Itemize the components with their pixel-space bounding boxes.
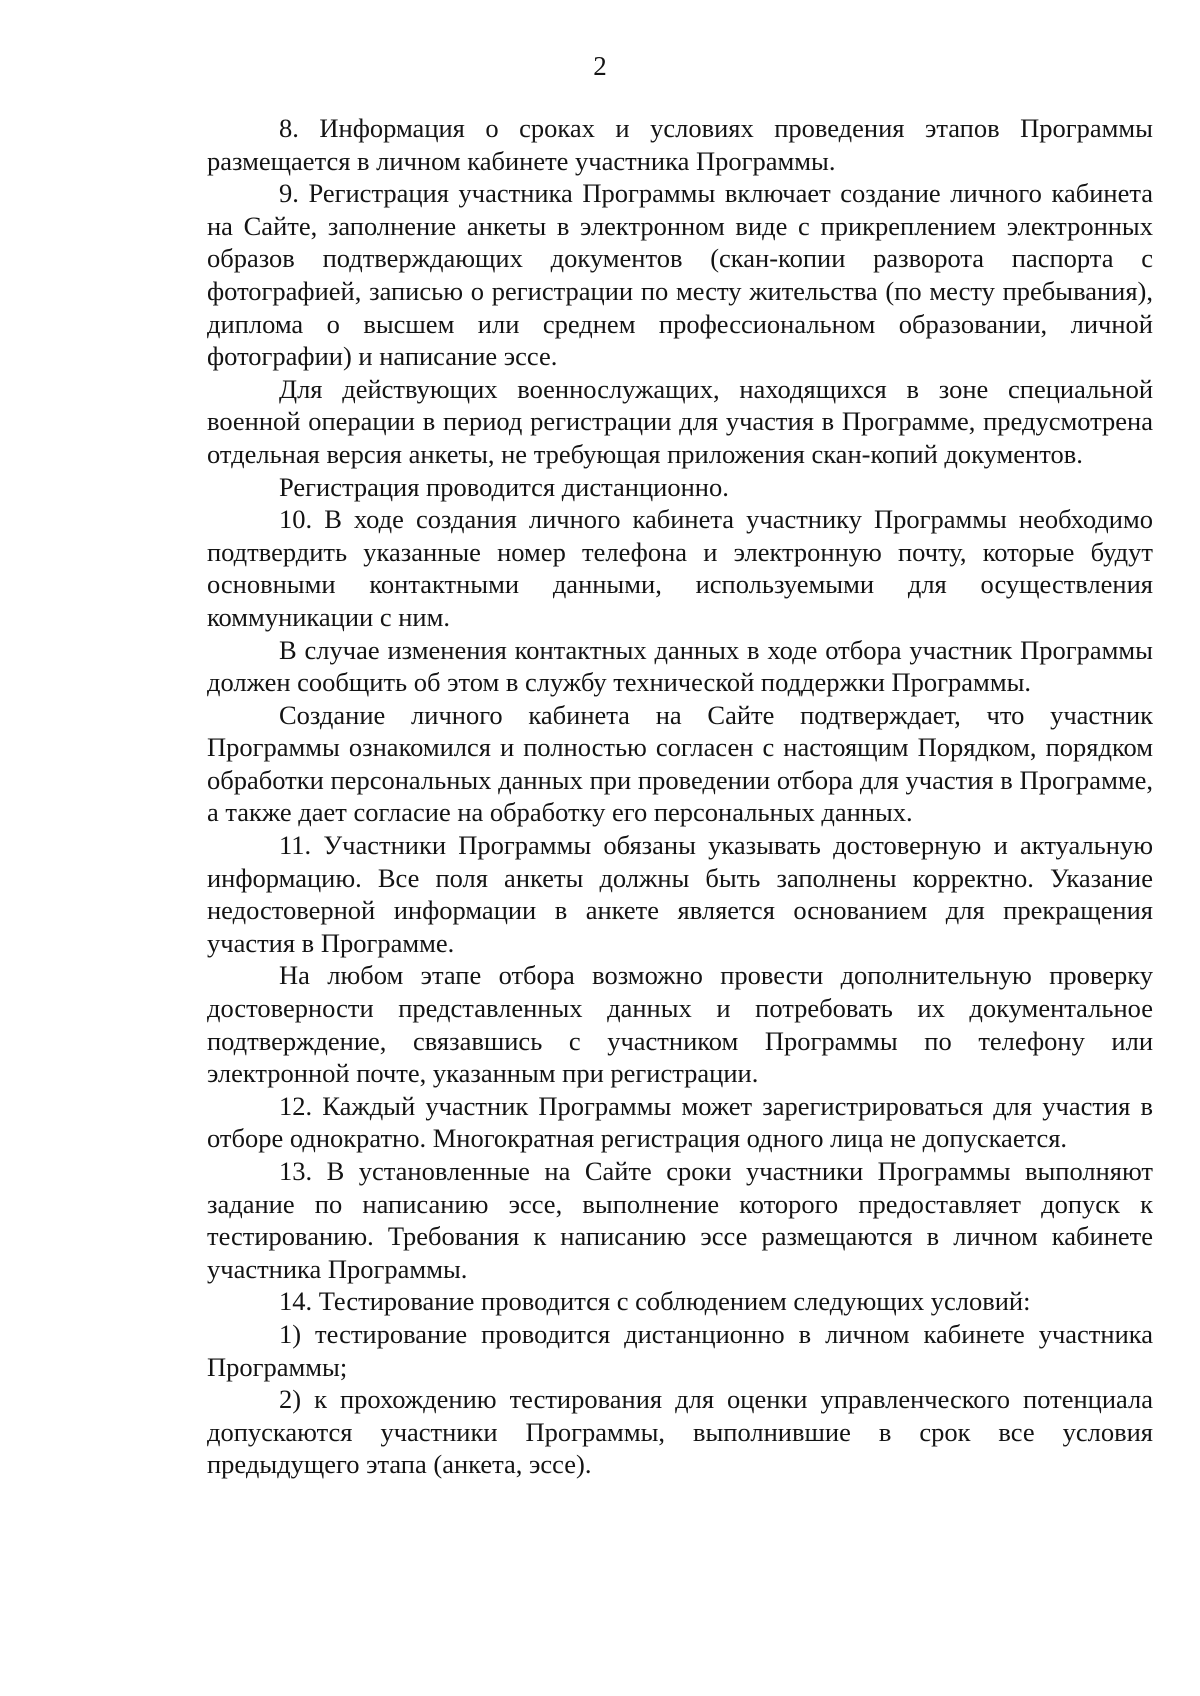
- paragraph-item-13: 13. В установленные на Сайте сроки участники Программы выполняют задание по написанию эссе, выполнение которого предоставляет допуск к тестированию. Требования к написанию эссе размещаются в личном кабинете участника Программы.: [207, 1156, 1153, 1284]
- paragraph-item-14: 14. Тестирование проводится с соблюдением следующих условий:: [279, 1286, 1031, 1317]
- paragraph-item-8: 8. Информация о сроках и условиях проведения этапов Программы размещается в личном кабинете участника Программы.: [207, 113, 1153, 176]
- document-body: [207, 112, 1153, 1481]
- paragraph-account-consent: Создание личного кабинета на Сайте подтверждает, что участник Программы ознакомился и полностью согласен с настоящим Порядком, порядком обработки персональных данных при проведении отбора для участия в Программе, а также дает согласие на обработку его персональных данных.: [207, 699, 1153, 828]
- page-number: 2: [593, 51, 607, 81]
- paragraph-remote-registration: Регистрация проводится дистанционно.: [279, 471, 729, 502]
- paragraph-contact-change: В случае изменения контактных данных в ходе отбора участник Программы должен сообщить об этом в службу технической поддержки Программы.: [207, 634, 1153, 698]
- paragraph-subitem-1: 1) тестирование проводится дистанционно в личном кабинете участника Программы;: [207, 1318, 1153, 1382]
- paragraph-data-verification: На любом этапе отбора возможно провести дополнительную проверку достоверности представленных данных и потребовать их документальное подтверждение, связавшись с участником Программы по телефону или электронной почте, указанным при регистрации.: [207, 960, 1153, 1089]
- paragraph-military-questionnaire: Для действующих военнослужащих, находящихся в зоне специальной военной операции в период регистрации для участия в Программе, предусмотрена отдельная версия анкеты, не требующая приложения скан-копий документов.: [207, 373, 1153, 469]
- paragraph-item-9: 9. Регистрация участника Программы включает создание личного кабинета на Сайте, заполнение анкеты в электронном виде с прикреплением электронных образов подтверждающих документов (скан-копии разворота паспорта с фотографией, записью о регистрации по месту жительства (по месту пребывания), диплома о высшем или среднем профессиональном образовании, личной фотографии) и написание эссе.: [207, 178, 1153, 372]
- paragraph-item-11: 11. Участники Программы обязаны указывать достоверную и актуальную информацию. Все поля анкеты должны быть заполнены корректно. Указание недостоверной информации в анкете является основанием для прекращения участия в Программе.: [207, 830, 1153, 958]
- paragraph-subitem-2: 2) к прохождению тестирования для оценки управленческого потенциала допускаются участники Программы, выполнившие в срок все условия предыдущего этапа (анкета, эссе).: [207, 1384, 1153, 1480]
- paragraph-item-10: 10. В ходе создания личного кабинета участнику Программы необходимо подтвердить указанные номер телефона и электронную почту, которые будут основными контактными данными, используемыми для осуществления коммуникации с ним.: [207, 504, 1153, 632]
- paragraph-item-12: 12. Каждый участник Программы может зарегистрироваться для участия в отборе однократно. Многократная регистрация одного лица не допускается.: [207, 1090, 1153, 1154]
